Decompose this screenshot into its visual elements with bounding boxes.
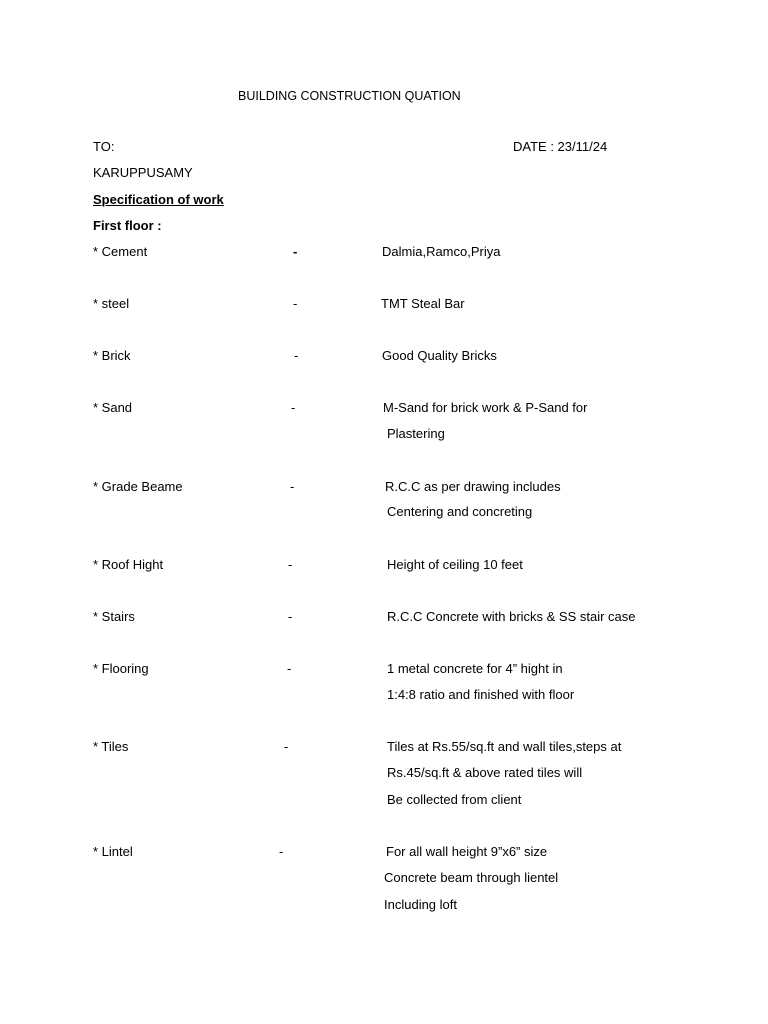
spec-dash: - — [288, 557, 293, 572]
spec-item-lintel: * Lintel — [93, 844, 133, 859]
spec-desc: 1 metal concrete for 4” hight in — [387, 661, 563, 676]
spec-desc: Height of ceiling 10 feet — [387, 557, 523, 572]
spec-dash: - — [290, 479, 295, 494]
floor-heading: First floor : — [93, 218, 162, 233]
spec-item-sand: * Sand — [93, 400, 133, 415]
spec-desc: TMT Steal Bar — [381, 296, 465, 311]
spec-dash: - — [294, 348, 299, 363]
spec-desc: Be collected from client — [387, 792, 522, 807]
spec-desc: R.C.C Concrete with bricks & SS stair case — [387, 609, 636, 624]
spec-dash: - — [293, 296, 298, 311]
spec-dash: - — [293, 244, 298, 259]
spec-item-cement: * Cement — [93, 244, 148, 259]
spec-item-grade-beame: * Grade Beame — [93, 479, 183, 494]
specification-heading: Specification of work — [93, 192, 224, 207]
spec-desc: Rs.45/sq.ft & above rated tiles will — [387, 765, 583, 780]
spec-desc: Centering and concreting — [387, 504, 533, 519]
spec-item-tiles: * Tiles — [93, 739, 129, 754]
spec-desc: For all wall height 9”x6” size — [386, 844, 548, 859]
to-label: TO: — [93, 139, 115, 154]
spec-item-roof-hight: * Roof Hight — [93, 557, 164, 572]
document-title: BUILDING CONSTRUCTION QUATION — [238, 89, 461, 103]
spec-item-flooring: * Flooring — [93, 661, 149, 676]
spec-desc: Tiles at Rs.55/sq.ft and wall tiles,steps at — [387, 739, 622, 754]
spec-desc: R.C.C as per drawing includes — [385, 479, 561, 494]
spec-dash: - — [287, 661, 292, 676]
spec-item-brick: * Brick — [93, 348, 131, 363]
spec-desc: Including loft — [384, 897, 457, 912]
date-label: DATE : 23/11/24 — [513, 139, 608, 154]
spec-desc: Dalmia,Ramco,Priya — [382, 244, 501, 259]
spec-dash: - — [291, 400, 296, 415]
spec-desc: Plastering — [387, 426, 445, 441]
client-name: KARUPPUSAMY — [93, 165, 193, 180]
spec-desc: M-Sand for brick work & P-Sand for — [383, 400, 588, 415]
spec-dash: - — [284, 739, 289, 754]
spec-item-stairs: * Stairs — [93, 609, 135, 624]
spec-item-steel: * steel — [93, 296, 130, 311]
spec-dash: - — [288, 609, 293, 624]
spec-desc: Good Quality Bricks — [382, 348, 497, 363]
spec-desc: 1:4:8 ratio and finished with floor — [387, 687, 575, 702]
spec-desc: Concrete beam through lientel — [384, 870, 559, 885]
spec-dash: - — [279, 844, 284, 859]
